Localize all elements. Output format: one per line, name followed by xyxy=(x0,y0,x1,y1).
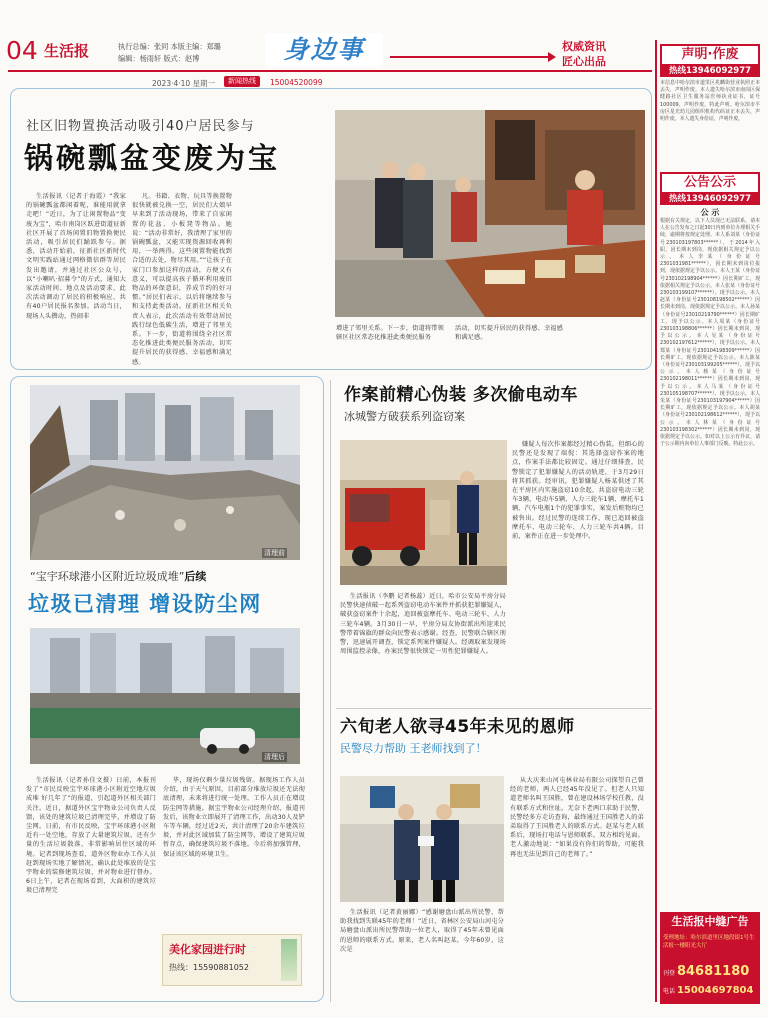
story1-headline: 锅碗瓢盆变废为宝 xyxy=(24,141,281,175)
header-arrow-line xyxy=(390,56,550,58)
story2-col2: 毕，现场仅剩少量垃圾残留。据现场工作人员介绍，由于天气原因，目前部分堆放垃圾还无法彻底清理，未来将进行统一处理。工作人员正在增设防尘网等措施。据宝宇物业公司经理介绍，报道刊发后，该物业立即展开了清理工作，出动30人及铲车等车辆，经过近2天，共计清理了20余车建筑垃圾，并对此区域加装了防尘网等，增设了建筑垃圾暂存点，确保建筑垃圾不落地。今后将加强管理，保证该区域的环境卫生。 xyxy=(163,777,305,858)
page-number: 04 xyxy=(6,36,38,65)
story2-col1: 生活报讯（记者孙佳文摄）日前，本报刊发了“市民反映宝宇环球港小区附近空地垃圾成堆 好几年了”的报道，引起道外区相关部门关注。近日，据道外区宝宇物业公司负责人反馈，该处的建筑垃圾已清理完毕，并增设了防尘网。日前，有市民反映，宝宇环球港小区附近有一处空地，存放了大量建筑垃圾，还有少量的生活垃圾散落，非常影响居住区域的环境。记者到现场查看，道外区物业办工作人员赶到现场实地了解情况，确认此处堆放的是宝宇物业的装修建筑垃圾，并对物业进行督办。6日上午，记者在现场看到，大面积的建筑垃圾已清理完 xyxy=(26,777,156,895)
sidebar-ad1-text: 本信息中哈尔滨市道里区兆麟街营业执照正本丢失，声明作废。本人遗失哈尔滨市南岗区保健路社区卫生服务站医师执业证书，证号100009，声明作废。特此声明。哈尔滨市平房区星光幼儿园组织机构代码证正本丢失，声明作废。本人遗失身份证，声明作废。 xyxy=(660,80,760,123)
ad-home-phone-label: 热线： xyxy=(169,963,193,972)
story3-subhead: 冰城警方破获系列盗窃案 xyxy=(344,410,465,423)
ad-home-phone: 15590881052 xyxy=(193,963,249,972)
story4-col-bottom: 生活报讯（记者黄丽娜）“感谢磨盘山派出所民警，帮助我找到失联45年的老师！”近日，省林区公安局山河屯分局磨盘山派出所民警帮助一位老人，取得了45年未曾见面的恩师的联系方式。原来，老人名叫赵某，今年60岁，这次是 xyxy=(340,909,504,953)
story2-photo-after xyxy=(30,628,300,764)
sidebar-ad3-phone-2: 15004697804 xyxy=(676,985,754,996)
story4-headline: 六旬老人欲寻45年未见的恩师 xyxy=(340,717,575,737)
column-rule-sidebar xyxy=(655,40,657,1002)
story1-photo xyxy=(335,110,645,317)
slogan-2: 匠心出品 xyxy=(562,55,606,68)
sidebar-ad3-phone-row-2 xyxy=(663,983,753,1000)
hotline-number: 15004520099 xyxy=(270,78,323,87)
story4-photo xyxy=(340,776,504,902)
story2-caption-before: 清理前 xyxy=(264,549,285,557)
sidebar-ad1-phone: 热线13946092977 xyxy=(660,66,760,77)
story4-col-right: 从大庆来山河屯林业局有限公司探望自己曾经的老师，两人已经45年没见了。但老人只知道老师名叫王国胜，曾在建设林场学校任教，没有联系方式和住址。无奈下老两口求助于民警，民警经多方走访查询，最终通过王国胜老人的弟弟取得了王国胜老人的联系方式。赵某与老人联系后，现场打电话与恩师联系，双方相约见面。老人激动地说：“如果没有你们的帮助，可能我再也无法见到自己的老师了。” xyxy=(510,777,644,858)
sidebar-ad3-phone-label-1: 刊登 xyxy=(663,970,676,977)
story4-subhead: 民警尽力帮助 王老师找到了！ xyxy=(340,742,487,755)
story1-col3-bottom: 增进了邻里关系。下一步，街道将带领辖区社区常态化推进此类便民服务 xyxy=(336,325,444,342)
section-banner xyxy=(265,33,383,67)
story1-col4-bottom: 活动，切实提升居民的获得感、幸福感和满足感。 xyxy=(455,325,563,342)
sidebar-ad3-slogan: 受理地址：哈尔滨道里区地段街1号生活报一楼阳光大厅 xyxy=(663,935,755,949)
sidebar-ad2-phone: 热线13946092977 xyxy=(660,194,760,205)
sidebar-ad2-title: 公告公示 xyxy=(660,172,760,194)
hotline-badge: 新闻热线 xyxy=(224,76,260,87)
column-rule-middle xyxy=(330,380,331,1002)
story3-col-bottom: 生活报讯（李鹏 记者杨蕊）近日，哈市公安局平房分局民警快速侦破一起系列盗窃电动车案件并抓获犯罪嫌疑人，破获盗窃案件十余起，追回被盗摩托车、电动三轮车、人力三轮车4辆。3月30日一早，平房分局友协街派出所迎来民警带着锦旗的群众向民警表示感谢。经查，民警联合辖区刑警，迅速展开调查，锁定系列案件嫌疑人。经调取案发现场周围监控录像，办案民警很快锁定一男性犯罪嫌疑人。 xyxy=(340,593,506,656)
story1-kicker: 社区旧物置换活动吸引40户居民参与 xyxy=(26,119,255,134)
story1-col1: 生活报讯（记者于海霞）“我家的锅碗瓢盆都闲着呢，谁能用就拿走吧！”近日，为了让闲置物品“变废为宝”，哈市南岗区跃进街道征新社区开展了首场闲置旧物置换便民活动，吸引居民们踊跃参与。据悉，活动开始前，征新社区新时代文明实践站通过网格微信群等居民发出邀请，并通过社区公众号，以“小喇叭·招募令”的方式，通知大家活动时间、地点及活动要求，此次活动调动了居民的积极响应，共有40户居民报名参加。活动当日，现场人头攒动，热闹非 xyxy=(26,193,126,320)
sidebar-ad1-title: 声明·作废 xyxy=(660,44,760,66)
story1-col3 xyxy=(238,192,328,352)
story2-photo-before xyxy=(30,385,300,560)
sidebar-ad3-phone-1: 84681180 xyxy=(676,964,750,979)
paper-logo: 生活报 xyxy=(44,42,90,60)
ad-home-title: 美化家园进行时 xyxy=(169,943,246,956)
ad-home-box xyxy=(162,934,302,986)
ad-home-phone-row xyxy=(169,962,249,973)
story2-caption-after: 清理后 xyxy=(264,753,285,761)
staff-line-2: 编辑：杨雨轩 版式：赵博 xyxy=(118,54,200,63)
sidebar-ad3-box xyxy=(660,912,760,1004)
story2-headline: 垃圾已清理 增设防尘网 xyxy=(28,592,262,616)
arrow-head-icon xyxy=(548,52,556,62)
story3-headline: 作案前精心伪装 多次偷电动车 xyxy=(344,385,578,405)
story3-col-right: 嫌疑人每次作案都经过精心伪装，但细心的民警还是发现了端倪：其选择盗窃作案的地点，作案手法都比较固定。通过仔细排查，民警锁定了犯罪嫌疑人的活动轨迹，于3月29日将其抓获。经审讯，犯罪嫌疑人杨某供述了其在平房区内实施盗窃10余起，共盗窃电动三轮车3辆、电动车5辆、人力三轮车1辆、摩托车1辆、汽车电瓶1个的犯罪事实，案发后赃物均已被售出。经过民警的连续工作，现已追回被盗摩托车、电动三轮车、人力三轮车共4辆。目前，案件正在进一步处理中。 xyxy=(512,441,644,541)
sidebar-ad3-phone-label-2: 电话 xyxy=(663,988,676,995)
staff-line-1: 执行总编：张同 本版主编：郑璐 xyxy=(118,42,221,51)
story2-kicker-suffix: 后续 xyxy=(184,570,207,583)
section-title: 身边事 xyxy=(283,35,365,64)
story3-divider xyxy=(336,708,652,709)
sidebar-ad3-title: 生活报中缝广告 xyxy=(671,915,749,928)
header-rule xyxy=(8,70,652,72)
sidebar-ad3-phone-row-1 xyxy=(663,964,749,982)
slogan-1: 权威资讯 xyxy=(562,40,606,53)
story3-photo xyxy=(340,440,507,585)
issue-date: 2023·4·10 星期一 xyxy=(152,79,216,88)
ad-home-stripe xyxy=(281,939,297,981)
sidebar-notice-title: 公 示 xyxy=(700,208,720,217)
sidebar-ad2-text: 根据有关规定，以下人员现已无法联系，请本人在公告发布之日起30日内到单位办理相关手续，逾期将按规定处理。本人系刘某（身份证号230103197803******），于2014年入职，因长期未到岗，现依据相关规定予以公示。本人李某（身份证号2301031981******），因长期未到岗位报到，现依据规定予以公示。本人王某（身份证号230102198904******）因长期旷工，现依据相关规定予以公示。本人张某（身份证号230103199107******），现予以公示。本人赵某（身份证号230108198502******）因长期未到岗，现依据规定予以公示。本人孙某（身份证号23010219790******）因长期旷工，现予以公示。本人周某（身份证号230103198806******）因长期未到岗，现予以公示。本人吴某（身份证号230102197612******），现予以公示。本人郑某（身份证号230104198309******）因长期旷工，现依据规定予以公示。本人陈某（身份证号230103199205******），现予以公示。本人杨某（身份证号230102198011******）因长期未到岗，现予以公示。本人马某（身份证号230105198707******），现予以公示。本人朱某（身份证号230103197904******）因长期旷工，现依据规定予以公示。本人胡某（身份证号230102198612******），现予以公示。本人林某（身份证号230103198302******）因长期未到岗，现依据规定予以公示。如对以上公示有异议，请于公示期内向单位人事部门反映。特此公示。 xyxy=(660,218,760,448)
story2-kicker xyxy=(30,570,206,584)
story1-col2: 凡。书籍、衣物、玩具等换置物很快就被兑换一空，居民们大娘早早来到了活动现场，带来了自家闲置的花盆、小板凳等物品。她说：“活动非常好，我清理了家里的锅碗瓢盆，又能实现资源回收再利用，一举两得。这些闲置物能找到合适的去处，物尽其用。”“让孩子在家门口参加这样的活动，方便又有意义，可以提高孩子循环利用废旧物品的环保意识，养成节约的好习惯。”居民们表示，以后将继续参与和支持此类活动。征新社区相关负责人表示，此次活动有效带动居民践行绿色低碳生活，增进了邻里关系。下一步，街道将围绕全社区常态化推进此类便民服务活动，切实提升居民的获得感、幸福感和满足感。 xyxy=(132,193,232,366)
story2-kicker-quote: “宝宇环球港小区附近垃圾成堆” xyxy=(30,570,185,583)
